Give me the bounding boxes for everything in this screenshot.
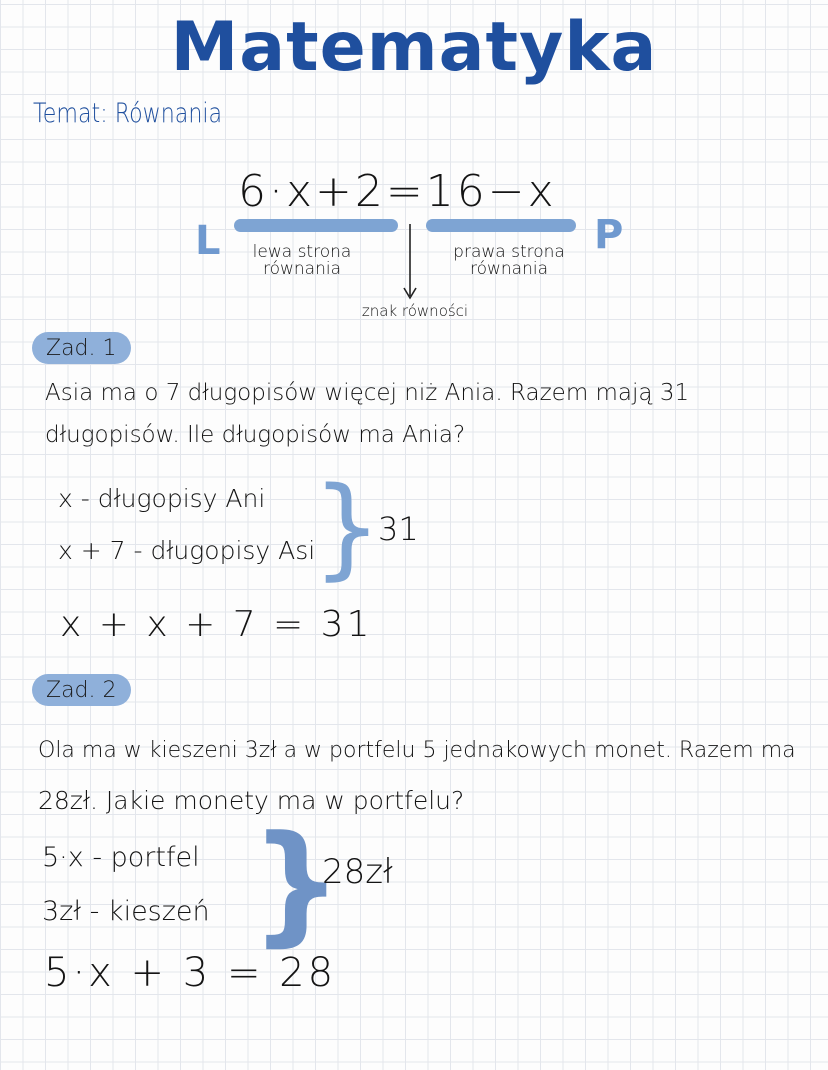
- page-title: Matematyka: [170, 8, 658, 87]
- task-1-equation: x + x + 7 = 31: [60, 604, 373, 645]
- task-2-definition-1: 5·x - portfel: [42, 842, 200, 873]
- task-2-text-line-1: Ola ma w kieszeni 3zł a w portfelu 5 jednakowych monet. Razem ma: [38, 738, 796, 763]
- task-1-definition-2: x + 7 - długopisy Asi: [58, 536, 316, 565]
- task-2-label: Zad. 2: [32, 674, 131, 706]
- left-side-highlight: [234, 219, 398, 232]
- arrow-down-icon: [398, 222, 422, 302]
- left-side-label-line-1: lewa strona: [252, 242, 352, 262]
- task-2-equation: 5·x + 3 = 28: [44, 950, 337, 996]
- right-side-label: [434, 244, 584, 278]
- right-side-label-line-1: prawa strona: [453, 242, 565, 262]
- task-1-label: Zad. 1: [32, 332, 131, 364]
- task-2-text-line-2: 28zł. Jakie monety ma w portfelu?: [38, 786, 465, 815]
- task-2-brace-icon: }: [250, 807, 343, 959]
- left-side-letter: L: [195, 218, 221, 264]
- left-side-label: [232, 244, 372, 278]
- left-side-label-line-2: równania: [262, 259, 342, 279]
- task-1-brace-icon: }: [312, 463, 382, 591]
- equation-equals-sign: =: [385, 166, 426, 217]
- right-side-label-line-2: równania: [469, 259, 549, 279]
- task-1-text-line-2: długopisów. Ile długopisów ma Ania?: [45, 422, 466, 448]
- task-1-total: 31: [378, 510, 419, 548]
- right-side-letter: P: [594, 212, 624, 258]
- task-1-text-line-1: Asia ma o 7 długopisów więcej niż Ania. Razem mają 31: [45, 380, 690, 406]
- example-equation: [238, 166, 557, 217]
- task-2-total: 28zł: [322, 852, 393, 892]
- equals-sign-label: znak równości: [361, 302, 469, 320]
- task-2-definition-2: 3zł - kieszeń: [42, 896, 210, 927]
- topic-heading: Temat: Równania: [33, 98, 223, 129]
- task-1-definition-1: x - długopisy Ani: [58, 484, 266, 513]
- equation-left-side: 6·x+2: [238, 166, 386, 217]
- right-side-highlight: [426, 219, 576, 232]
- equation-right-side: 16−x: [425, 166, 557, 217]
